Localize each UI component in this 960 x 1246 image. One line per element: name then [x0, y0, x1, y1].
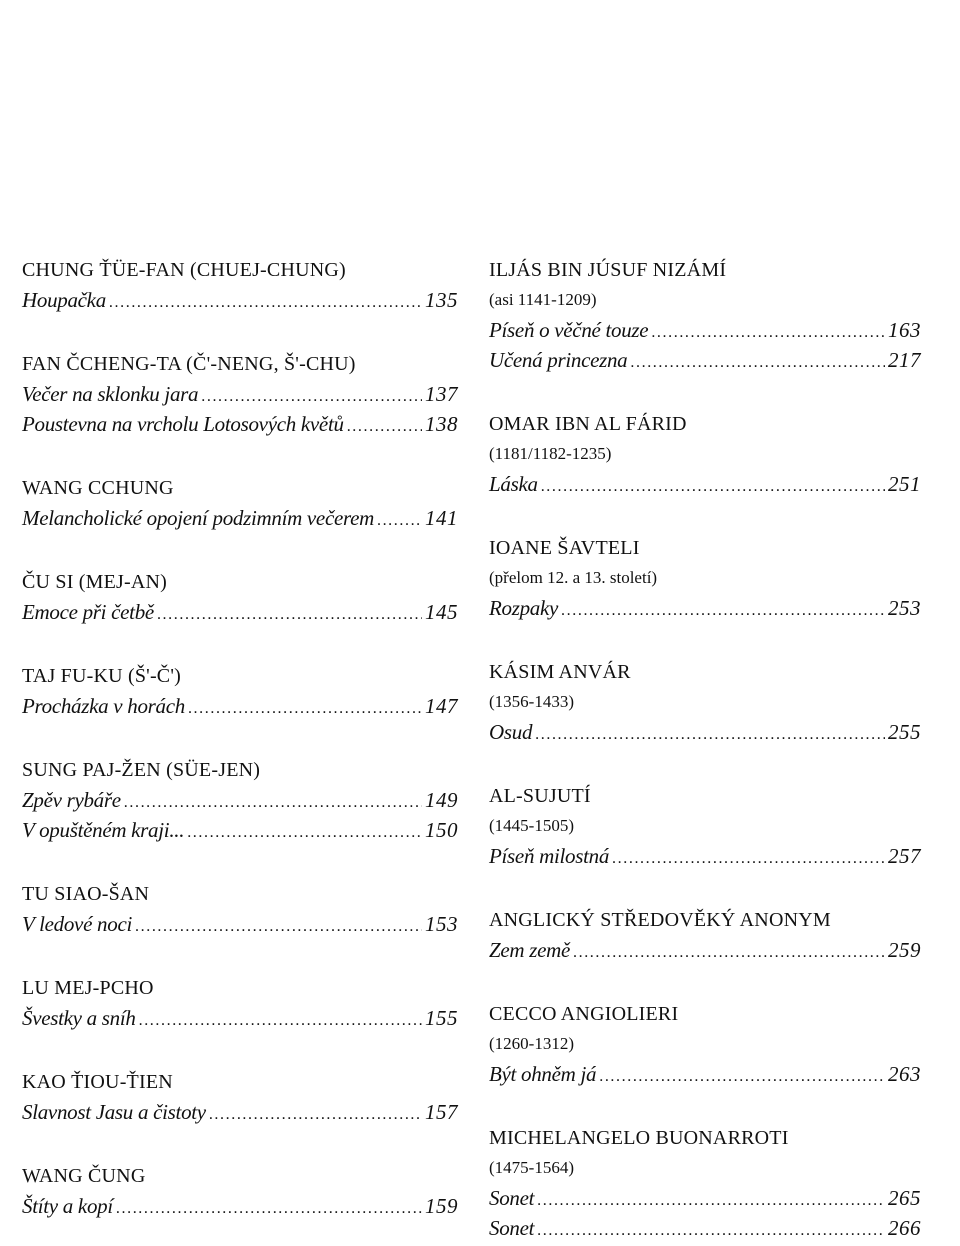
dot-leader [537, 1216, 885, 1246]
author-heading: WANG CCHUNG [22, 477, 174, 499]
poem-title: Procházka v horách [22, 694, 185, 718]
dot-leader [109, 288, 422, 318]
toc-entry [489, 999, 921, 1089]
author-dates: (asi 1141-1209) [489, 290, 597, 309]
dot-leader [561, 596, 885, 626]
dot-leader [201, 382, 422, 412]
author-heading: SUNG PAJ-ŽEN (SÜE-JEN) [22, 759, 261, 781]
page-number: 251 [888, 472, 921, 496]
toc-item[interactable] [489, 593, 921, 623]
dot-leader [599, 1062, 885, 1092]
poem-title: Švestky a sníh [22, 1006, 136, 1030]
dot-leader [630, 348, 885, 378]
toc-entry [489, 657, 921, 747]
author-heading: ČU SI (MEJ-AN) [22, 571, 168, 593]
toc-right-column [489, 255, 921, 1243]
poem-title: Slavnost Jasu a čistoty [22, 1100, 206, 1124]
toc-entry [489, 905, 921, 965]
toc-item[interactable] [489, 469, 921, 499]
toc-item[interactable] [22, 909, 458, 939]
poem-title: Poustevna na vrcholu Lotosových květů [22, 412, 344, 436]
toc-item[interactable] [22, 1191, 458, 1221]
poem-title: Učená princezna [489, 348, 628, 372]
toc-entry [22, 1161, 458, 1221]
page-number: 135 [425, 288, 458, 312]
author-dates: (přelom 12. a 13. století) [489, 568, 658, 587]
dot-leader [573, 938, 885, 968]
page-number: 159 [425, 1194, 458, 1218]
toc-entry [22, 1067, 458, 1127]
dot-leader [651, 318, 885, 348]
author-heading: CHUNG ŤÜE-FAN (CHUEJ-CHUNG) [22, 259, 346, 281]
dot-leader [612, 844, 885, 874]
poem-title: Zem země [489, 938, 570, 962]
toc-entry [22, 473, 458, 533]
poem-title: Emoce při četbě [22, 600, 154, 624]
author-heading: TAJ FU-KU (Š'-Č') [22, 665, 182, 687]
poem-title: Zpěv rybáře [22, 788, 121, 812]
page-number: 145 [425, 600, 458, 624]
page-number: 217 [888, 348, 921, 372]
author-heading: FAN ČCHENG-TA (Č'-NENG, Š'-CHU) [22, 353, 356, 375]
author-heading: KÁSIM ANVÁR [489, 661, 631, 683]
toc-item[interactable] [22, 1097, 458, 1127]
page-number: 155 [425, 1006, 458, 1030]
toc-entry [22, 879, 458, 939]
author-heading: ILJÁS BIN JÚSUF NIZÁMÍ [489, 259, 727, 281]
toc-entry [22, 661, 458, 721]
toc-item[interactable] [489, 935, 921, 965]
toc-left-column [22, 255, 458, 1221]
page-number: 157 [425, 1100, 458, 1124]
toc-item[interactable] [489, 841, 921, 871]
page-number: 138 [425, 412, 458, 436]
author-heading: IOANE ŠAVTELI [489, 537, 640, 559]
poem-title: Osud [489, 720, 533, 744]
author-heading: KAO ŤIOU-ŤIEN [22, 1071, 173, 1093]
poem-title: Houpačka [22, 288, 106, 312]
dot-leader [139, 1006, 422, 1036]
page-number: 137 [425, 382, 458, 406]
toc-entry [22, 567, 458, 627]
page-number: 255 [888, 720, 921, 744]
poem-title: V opuštěném kraji... [22, 818, 185, 842]
page-number: 257 [888, 844, 921, 868]
author-heading: ANGLICKÝ STŘEDOVĚKÝ ANONYM [489, 909, 831, 931]
toc-item[interactable] [489, 717, 921, 747]
poem-title: Být ohněm já [489, 1062, 597, 1086]
author-dates: (1181/1182-1235) [489, 444, 612, 463]
author-heading: TU SIAO-ŠAN [22, 883, 150, 905]
page-number: 265 [888, 1186, 921, 1210]
toc-item[interactable] [489, 1213, 921, 1243]
toc-entry [489, 255, 921, 375]
toc-item[interactable] [22, 815, 458, 845]
toc-entry [22, 973, 458, 1033]
author-heading: CECCO ANGIOLIERI [489, 1003, 679, 1025]
toc-item[interactable] [489, 1059, 921, 1089]
poem-title: Sonet [489, 1186, 535, 1210]
toc-item[interactable] [489, 315, 921, 345]
toc-item[interactable] [22, 1003, 458, 1033]
dot-leader [535, 720, 885, 750]
poem-title: Rozpaky [489, 596, 559, 620]
page-number: 147 [425, 694, 458, 718]
toc-item[interactable] [22, 503, 458, 533]
author-dates: (1356-1433) [489, 692, 574, 711]
poem-title: Večer na sklonku jara [22, 382, 199, 406]
page-number: 163 [888, 318, 921, 342]
dot-leader [116, 1194, 422, 1224]
page-number: 253 [888, 596, 921, 620]
author-heading: WANG ČUNG [22, 1165, 146, 1187]
author-heading: LU MEJ-PCHO [22, 977, 154, 999]
dot-leader [209, 1100, 422, 1130]
dot-leader [537, 1186, 885, 1216]
toc-item[interactable] [22, 597, 458, 627]
dot-leader [188, 694, 422, 724]
poem-title: Sonet [489, 1216, 535, 1240]
page-number: 153 [425, 912, 458, 936]
author-dates: (1260-1312) [489, 1034, 574, 1053]
toc-entry [22, 349, 458, 439]
poem-title: Píseň o věčné touze [489, 318, 649, 342]
toc-item[interactable] [489, 1183, 921, 1213]
dot-leader [157, 600, 422, 630]
toc-entry [489, 533, 921, 623]
page-number: 150 [425, 818, 458, 842]
toc-item[interactable] [22, 379, 458, 409]
page-number: 259 [888, 938, 921, 962]
toc-entry [22, 255, 458, 315]
toc-entry [489, 781, 921, 871]
author-dates: (1475-1564) [489, 1158, 574, 1177]
toc-entry [489, 409, 921, 499]
toc-item[interactable] [22, 785, 458, 815]
poem-title: Melancholické opojení podzimním večerem [22, 506, 374, 530]
dot-leader [124, 788, 422, 818]
toc-entry [489, 1123, 921, 1243]
toc-entry [22, 755, 458, 845]
toc-item[interactable] [22, 409, 458, 439]
author-heading: OMAR IBN AL FÁRID [489, 413, 687, 435]
dot-leader [541, 472, 885, 502]
dot-leader [187, 818, 422, 848]
author-dates: (1445-1505) [489, 816, 574, 835]
dot-leader [347, 412, 422, 442]
toc-item[interactable] [489, 345, 921, 375]
page-number: 141 [425, 506, 458, 530]
poem-title: Láska [489, 472, 538, 496]
page-number: 263 [888, 1062, 921, 1086]
dot-leader [377, 506, 422, 536]
dot-leader [135, 912, 422, 942]
poem-title: V ledové noci [22, 912, 133, 936]
author-heading: MICHELANGELO BUONARROTI [489, 1127, 789, 1149]
page-number: 266 [888, 1216, 921, 1240]
toc-item[interactable] [22, 691, 458, 721]
poem-title: Píseň milostná [489, 844, 610, 868]
poem-title: Štíty a kopí [22, 1194, 113, 1218]
page-number: 149 [425, 788, 458, 812]
author-heading: AL-SUJUTÍ [489, 785, 591, 807]
toc-item[interactable] [22, 285, 458, 315]
